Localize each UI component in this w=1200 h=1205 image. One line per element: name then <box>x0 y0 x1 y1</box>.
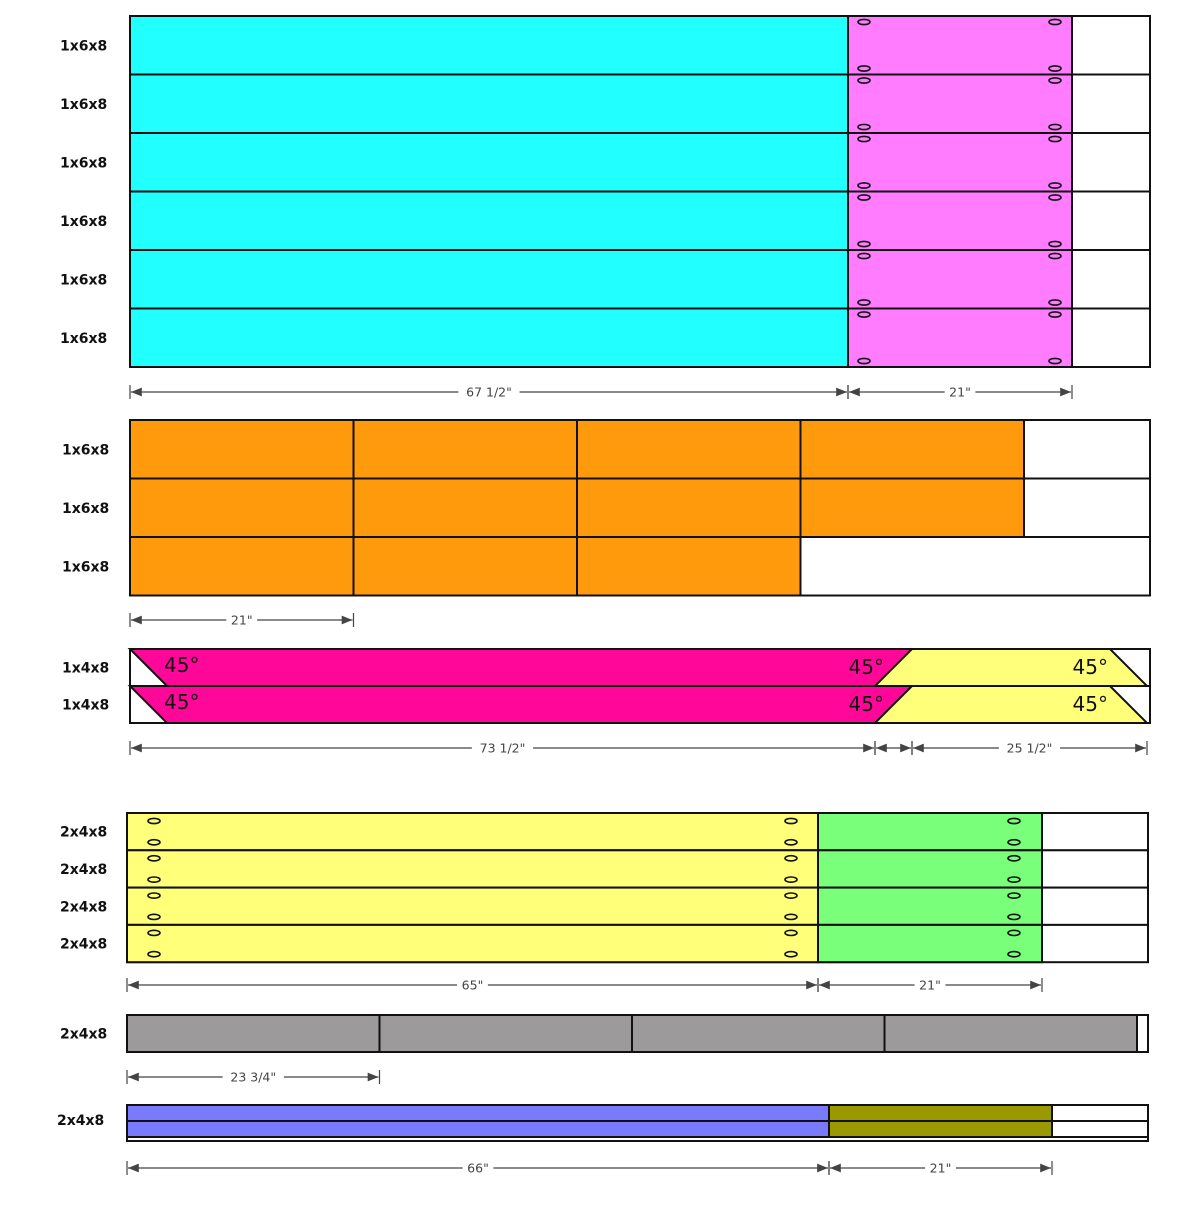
dimension-label: 66" <box>467 1160 489 1176</box>
cut-piece-73-1-2 <box>130 686 912 723</box>
cut-piece-23-3-4 <box>380 1015 633 1052</box>
cut-piece-21 <box>848 192 1072 251</box>
dimension-label: 21" <box>949 384 971 400</box>
cut-piece-21 <box>829 1121 1052 1137</box>
board-label: 2x4x8 <box>60 861 108 878</box>
cut-piece-65 <box>127 888 818 925</box>
cut-piece-21 <box>818 813 1042 850</box>
cut-piece-67-1-2 <box>130 309 848 368</box>
cut-piece-67-1-2 <box>130 192 848 251</box>
board-label: 1x4x8 <box>62 660 110 677</box>
dimension-label: 21" <box>230 612 253 628</box>
dimension-label: 67 1/2" <box>466 384 512 400</box>
board-label: 2x4x8 <box>60 1026 108 1043</box>
angle-label: 45° <box>848 692 884 716</box>
cut-piece-21 <box>818 888 1042 925</box>
cut-piece-21 <box>130 420 354 479</box>
cut-piece-21 <box>577 479 801 538</box>
board-label: 2x4x8 <box>60 899 108 916</box>
cut-piece-23-3-4 <box>127 1015 380 1052</box>
cut-piece-21 <box>848 309 1072 368</box>
cut-piece-67-1-2 <box>130 250 848 309</box>
board-label: 2x4x8 <box>57 1113 105 1129</box>
board-label: 1x6x8 <box>60 213 108 230</box>
cut-piece-21 <box>801 420 1025 479</box>
cut-piece-21 <box>354 420 578 479</box>
cut-piece-66 <box>127 1105 829 1121</box>
cut-piece-21 <box>130 479 354 538</box>
cut-piece-21 <box>848 75 1072 134</box>
board-label: 2x4x8 <box>60 936 108 953</box>
dimension-label: 73 1/2" <box>479 740 526 756</box>
dimension-label: 23 3/4" <box>230 1069 277 1085</box>
cut-piece-67-1-2 <box>130 16 848 75</box>
dimension-label: 65" <box>461 977 484 993</box>
cut-piece-21 <box>130 537 354 596</box>
cut-piece-21 <box>354 537 578 596</box>
cut-piece-23-3-4 <box>632 1015 885 1052</box>
cut-piece-67-1-2 <box>130 75 848 134</box>
cut-piece-21 <box>818 925 1042 962</box>
cut-piece-21 <box>848 250 1072 309</box>
board-label: 1x6x8 <box>62 500 110 517</box>
cut-piece-21 <box>801 479 1025 538</box>
board-label: 1x6x8 <box>62 442 110 459</box>
cut-piece-73-1-2 <box>130 649 912 686</box>
angle-label: 45° <box>164 653 200 677</box>
cut-piece-66 <box>127 1121 829 1137</box>
cut-piece-65 <box>127 925 818 962</box>
cut-piece-21 <box>354 479 578 538</box>
dimension-label: 25 1/2" <box>1006 740 1053 756</box>
cut-piece-21 <box>577 420 801 479</box>
angle-label: 45° <box>1072 655 1108 679</box>
board-label: 1x6x8 <box>60 155 108 172</box>
board-label: 2x4x8 <box>60 824 108 841</box>
dimension-label: 21" <box>919 977 941 993</box>
board-label: 1x6x8 <box>60 96 108 113</box>
cut-piece-21 <box>848 16 1072 75</box>
board-label: 1x4x8 <box>62 697 110 714</box>
board-label: 1x6x8 <box>62 559 110 576</box>
cut-piece-65 <box>127 850 818 887</box>
board-label: 1x6x8 <box>60 272 108 289</box>
board-label: 1x6x8 <box>60 38 108 55</box>
cut-piece-65 <box>127 813 818 850</box>
cut-piece-21 <box>848 133 1072 192</box>
board-label: 1x6x8 <box>60 330 108 347</box>
cut-piece-21 <box>818 850 1042 887</box>
cut-piece-21 <box>829 1105 1052 1121</box>
angle-label: 45° <box>164 690 200 714</box>
dimension-label: 21" <box>929 1160 952 1176</box>
cut-piece-21 <box>577 537 801 596</box>
angle-label: 45° <box>1072 692 1108 716</box>
cut-piece-67-1-2 <box>130 133 848 192</box>
angle-label: 45° <box>848 655 884 679</box>
cut-piece-23-3-4 <box>885 1015 1138 1052</box>
